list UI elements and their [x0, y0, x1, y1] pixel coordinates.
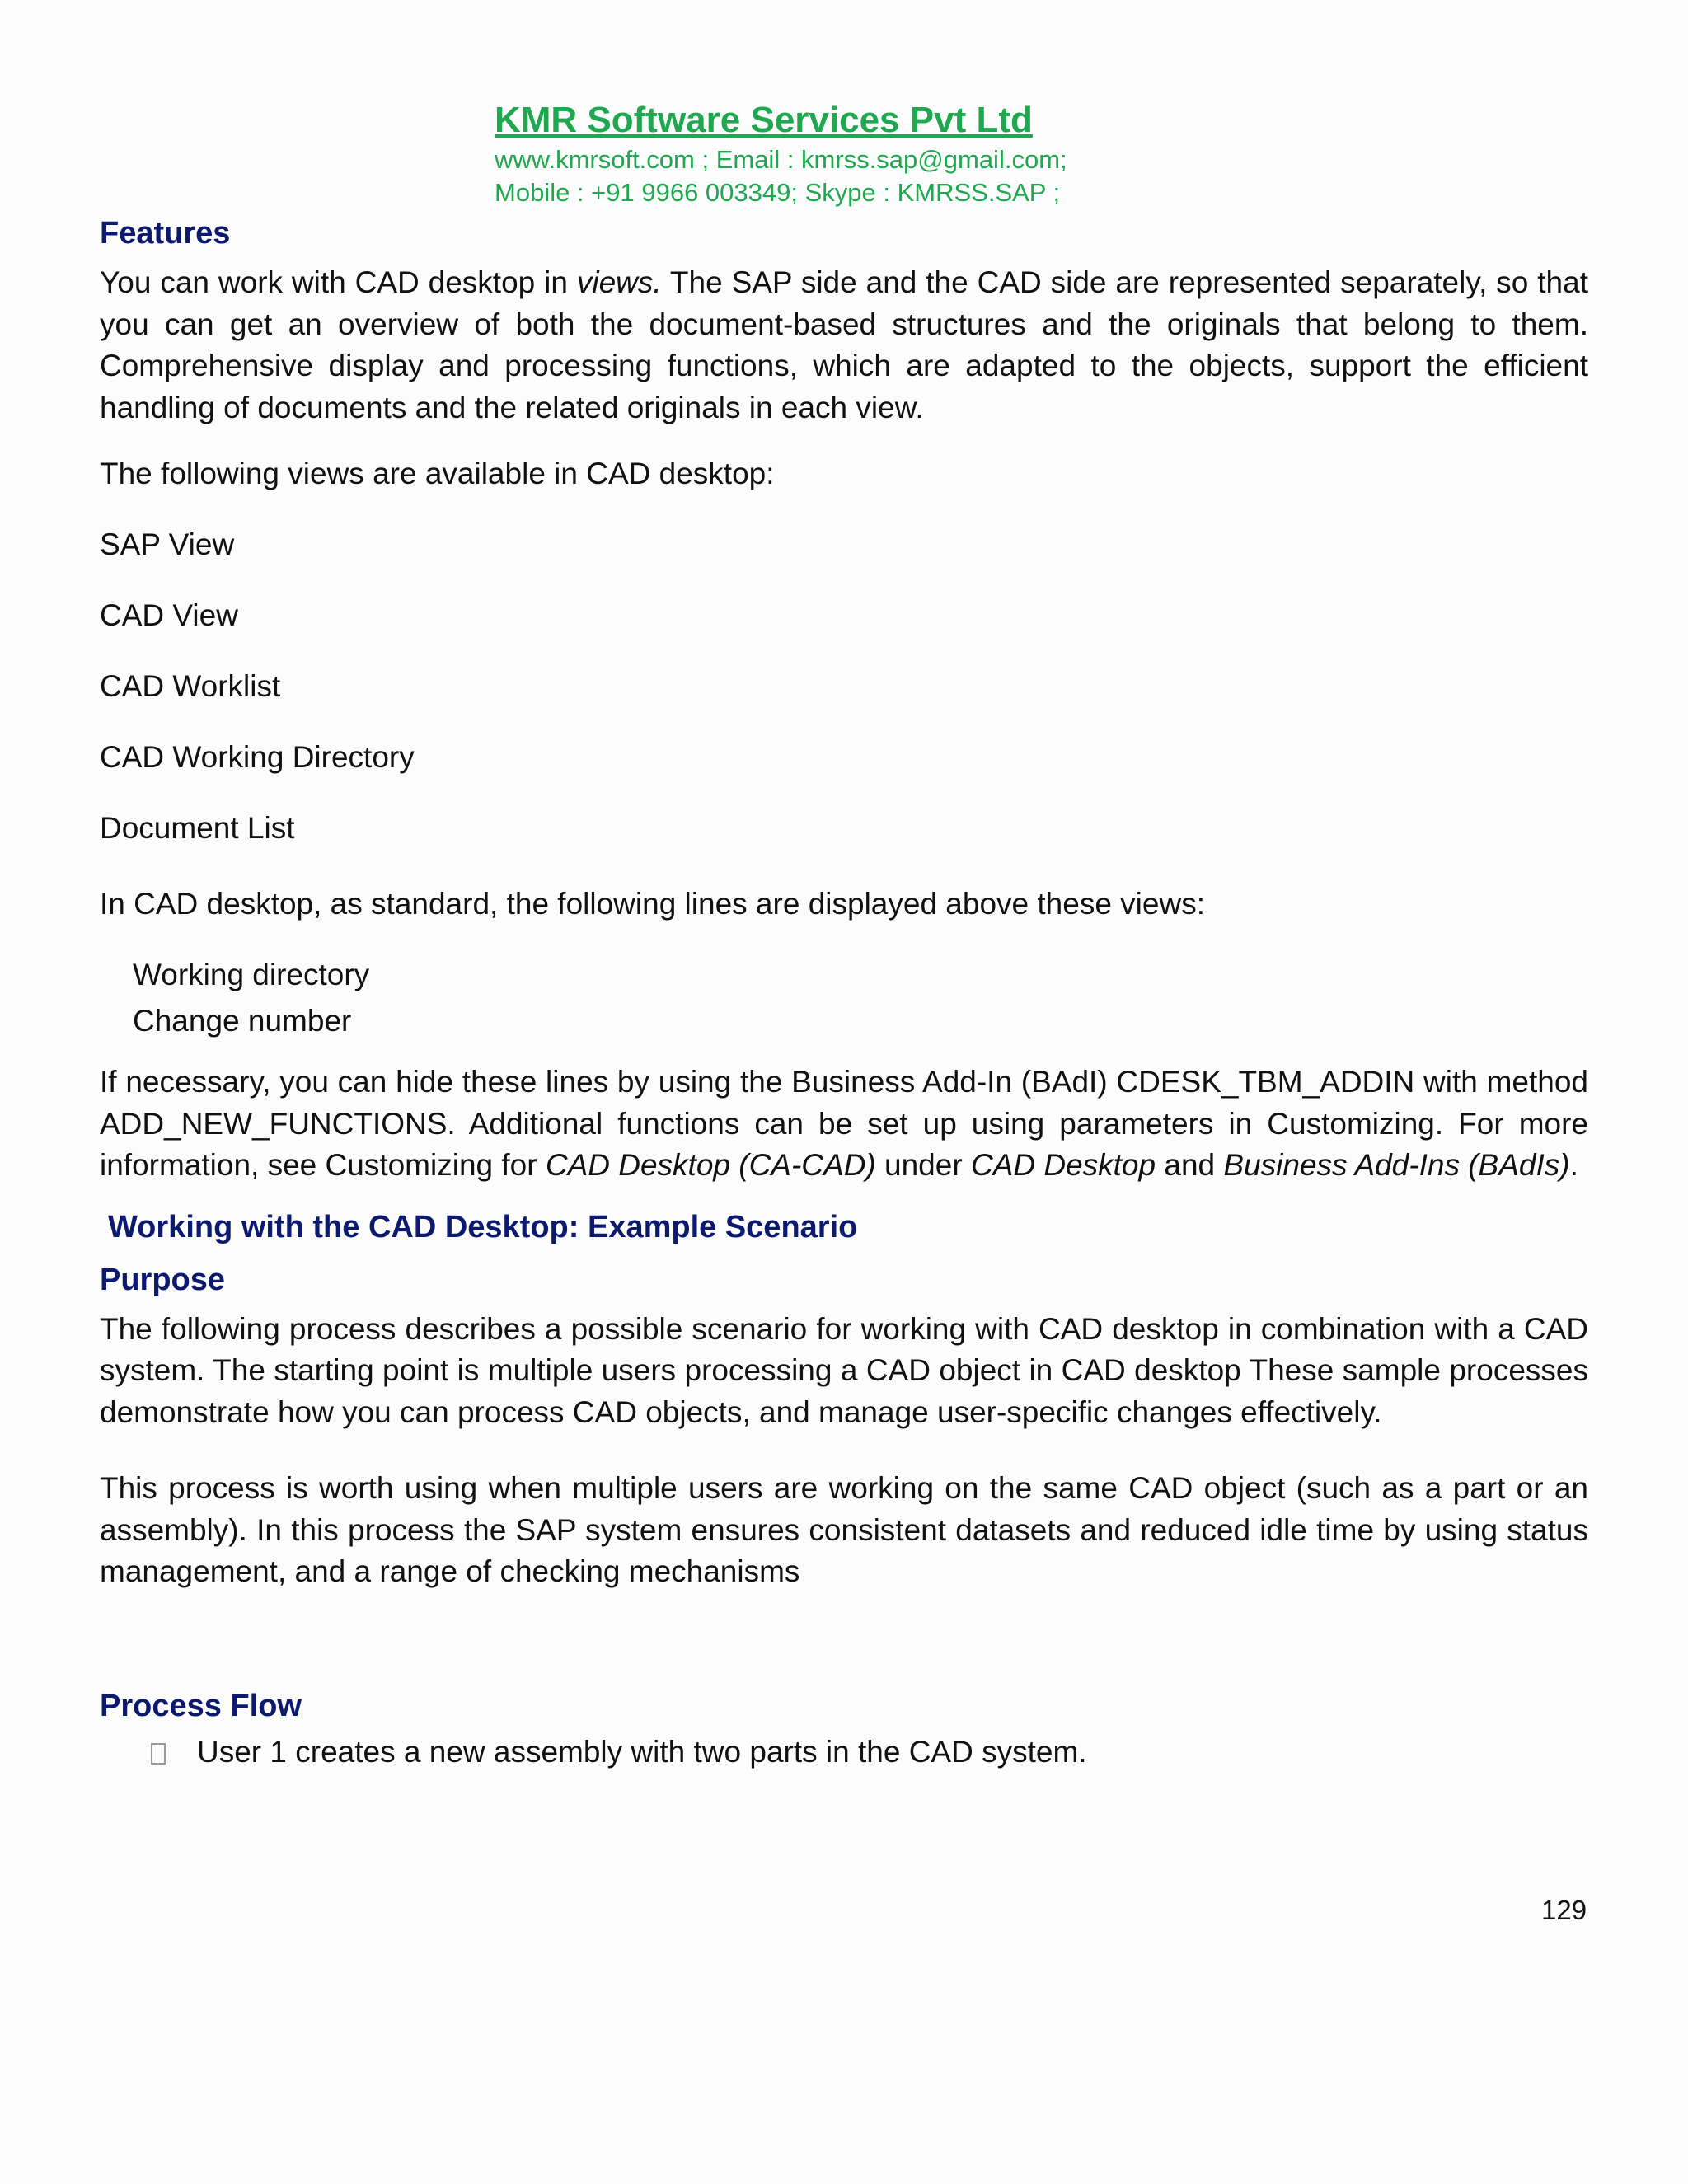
hide-emphasis-3: Business Add-Ins (BAdIs)	[1223, 1148, 1570, 1182]
hide-lines-paragraph	[100, 1062, 1588, 1187]
views-intro: The following views are available in CAD desktop:	[100, 457, 775, 490]
hide-text-3: and	[1156, 1148, 1224, 1182]
line-item-change-number: Change number	[133, 1004, 352, 1038]
intro-text-2: The SAP side and the CAD side are represented separately, so that you can get an overview of both the document-based structures and the originals that belong to them. Comprehensive display and processing functions, which are adapted to the objects, support the efficient handling of documents and the related originals in each view.	[100, 265, 1588, 424]
purpose-paragraph-1: The following process describes a possible scenario for working with CAD desktop in combination with a CAD system. The starting point is multiple users processing a CAD object in CAD desktop These sample processes demonstrate how you can process CAD objects, and manage user-specific changes effectively.	[100, 1311, 1588, 1429]
hide-text-1: If necessary, you can hide these lines by using the Business Add-In (BAdI) CDESK_TBM_ADDIN with method ADD_NEW_FUNCTIONS. Additional functions can be set up using parameters in Customizing. For more information, see Customizing for	[100, 1065, 1588, 1182]
view-item-cad-view: CAD View	[100, 598, 238, 632]
bullet-box-icon	[151, 1743, 166, 1765]
view-item-document-list: Document List	[100, 811, 295, 845]
lines-intro: In CAD desktop, as standard, the following lines are displayed above these views:	[100, 887, 1205, 921]
purpose-heading: Purpose	[100, 1262, 226, 1297]
hide-emphasis-1: CAD Desktop (CA-CAD)	[545, 1148, 876, 1182]
company-name: KMR Software Services Pvt Ltd	[495, 100, 1033, 140]
contact-line-web-email: www.kmrsoft.com ; Email : kmrss.sap@gmail.com;	[495, 145, 1067, 174]
features-intro-paragraph	[100, 262, 1588, 429]
view-item-sap-view: SAP View	[100, 527, 235, 561]
page-number: 129	[1541, 1895, 1587, 1925]
line-item-working-directory: Working directory	[133, 958, 370, 991]
view-item-cad-worklist: CAD Worklist	[100, 669, 281, 703]
process-flow-heading: Process Flow	[100, 1688, 302, 1723]
hide-emphasis-2: CAD Desktop	[970, 1148, 1156, 1182]
contact-line-mobile-skype: Mobile : +91 9966 003349; Skype : KMRSS.SAP ;	[495, 178, 1061, 207]
hide-text-2: under	[875, 1148, 971, 1182]
scenario-heading: Working with the CAD Desktop: Example Scenario	[108, 1209, 858, 1244]
intro-text-1: You can work with CAD desktop in	[100, 265, 577, 299]
page-header	[495, 97, 1236, 209]
process-step	[100, 1732, 1588, 1773]
purpose-paragraph-2: This process is worth using when multiple users are working on the same CAD object (such as a part or an assembly). In this process the SAP system ensures consistent datasets and reduced idle time by using status management, and a range of checking mechanisms	[100, 1471, 1588, 1588]
process-step-text: User 1 creates a new assembly with two parts in the CAD system.	[197, 1734, 1087, 1769]
features-heading: Features	[100, 216, 231, 251]
view-item-cad-working-directory: CAD Working Directory	[100, 740, 415, 774]
intro-emphasis: views.	[576, 265, 662, 299]
hide-text-4: .	[1569, 1148, 1578, 1182]
document-body	[100, 213, 1588, 1773]
